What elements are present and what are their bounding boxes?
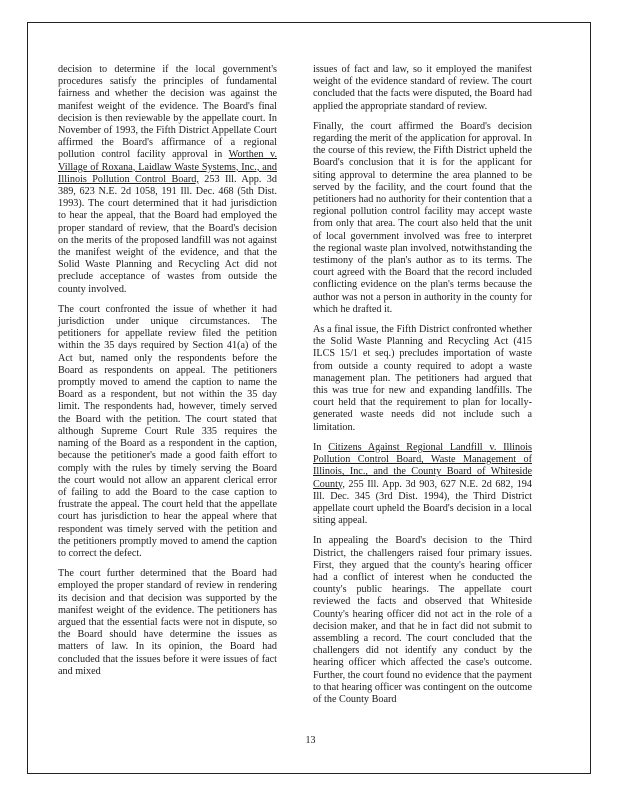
left-column [58,64,277,686]
right-paragraph-5: In appealing the Board's decision to the Third District, the challengers raised four primary issues. First, they argued that the county's hearing officer had a conflict of interest when he conducted the county's public hearings. The appellate court reviewed the facts and observed that Whiteside County's hearing officer did not act in the role of a decision maker, and that he in fact did not submit to assembling a record. The court concluded that the challengers did not identify any conduct by the hearing officer which affected the case's outcome. Further, the court found no evidence that the payment to that hearing officer was contingent on the outcome of the County Board [313,535,532,705]
right-paragraph-4 [313,442,532,527]
right-paragraph-2: Finally, the court affirmed the Board's decision regarding the merit of the application for approval. In the course of this review, the Fifth District upheld the Board's conclusion that it is for the applicant for siting approval to determine the area planned to be served by the facility, and the court found that the petitioners had no authority for their contention that a regional pollution control facility may accept waste from only that area. The court also held that the unit of local government involved was free to interpret the regional waste plan involved, notwithstanding the testimony of the plan's author as to its terms. The court agreed with the Board that the record included conflicting evidence on the plan's terms because the author was not a person in authority in the county for which he drafted it. [313,120,532,315]
right-paragraph-4-text-b: 255 Ill. App. 3d 903, 627 N.E. 2d 682, 194 Ill. Dec. 345 (3rd Dist. 1994), the Third District appellate court upheld the Board's decision in a local siting appeal. [313,478,532,527]
right-column [313,64,532,714]
case-citation-citizens: Citizens Against Regional Landfill v. Illinois Pollution Control Board, Waste Management of Illinois, Inc., and the County Board of Whiteside County, [313,441,532,490]
left-paragraph-3: The court further determined that the Board had employed the proper standard of review in rendering its decision and that decision was supported by the manifest weight of the evidence. The petitioners has argued that the essential facts were not in dispute, so the Board should have determine the issues as matters of law. In its opinion, the Board had concluded that the issues before it were issues of fact and mixed [58,568,277,677]
left-paragraph-1-text-a: decision to determine if the local government's procedures satisfy the principles of fundamental fairness and whether the decision was against the manifest weight of the evidence. The Board's final decision is then reviewable by the appellate court. In November of 1993, the Fifth District Appellate Court affirmed the Board's affirmance of a regional pollution control facility approval in [58,64,277,161]
right-paragraph-3: As a final issue, the Fifth District confronted whether the Solid Waste Planning and Recycling Act (415 ILCS 15/1 et seq.) precludes importation of waste from outside a county required to adopt a waste management plan. The petitioners had argued that this was true for new and expanding landfills. The court held that the requirement to plan for locally-generated waste needs did not include such a limitation. [313,324,532,433]
left-paragraph-2: The court confronted the issue of whether it had jurisdiction under unique circumstances. The petitioners for appellate review filed the petition within the 35 days required by Section 41(a) of the Act but, named only the respondents before the Board as respondents on appeal. The petitioners promptly moved to amend the caption to name the Board as a respondent, but not within the 35 day limit. The respondents had, however, timely served the Board with the petition. The court stated that although Supreme Court Rule 335 requires the naming of the Board as a respondent in the caption, because the petitioner's made a good faith effort to comply with the rules by timely serving the Board the court would not allow an apparent clerical error of failing to add the Board to the case caption to frustrate the appeal. The court held that the appellate court has jurisdiction to hear the appeal where that respondent was timely served with the petition and the petitioners promptly moved to amend the caption to correct the defect. [58,303,277,559]
right-paragraph-4-text-a: In [313,441,329,453]
page-number: 13 [305,735,316,746]
right-paragraph-1: issues of fact and law, so it employed the manifest weight of the evidence standard of review. The court concluded that the facts were disputed, the Board had applied the appropriate standard of review. [313,64,532,112]
case-citation-worthen: Worthen v. Village of Roxana, Laidlaw Waste Systems, Inc., and Illinois Pollution Control Board, [58,149,277,185]
left-paragraph-1 [58,64,277,296]
left-paragraph-1-text-b: 253 Ill. App. 3d 389, 623 N.E. 2d 1058, 191 Ill. Dec. 468 (5th Dist. 1993). The court determined that it had jurisdiction to hear the appeal, that the Board had employed the proper standard of review, that the Board's decision on the merits of the proposed landfill was not against the manifest weight of the evidence, and that the Solid Waste Planning and Recycling Act did not preclude acceptance of wastes from outside the county involved. [58,173,277,295]
